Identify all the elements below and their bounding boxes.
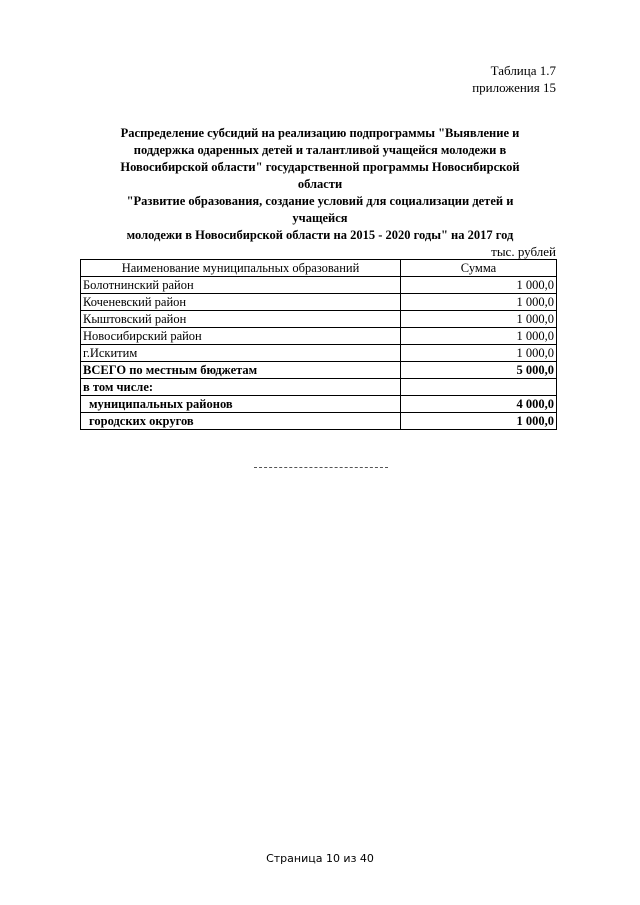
table-row	[81, 345, 557, 362]
appendix-number: приложения 15	[472, 80, 556, 95]
units-label: тыс. рублей	[491, 244, 556, 259]
municipal-districts-label: муниципальных районов	[81, 396, 401, 413]
column-header-sum: Сумма	[401, 260, 557, 277]
total-label: ВСЕГО по местным бюджетам	[81, 362, 401, 379]
title-line: "Развитие образования, создание условий для социализации детей и учащейся	[126, 194, 514, 225]
total-row	[81, 362, 557, 379]
table-header-row	[81, 260, 557, 277]
subsidy-amount: 1 000,0	[401, 345, 557, 362]
title-line: молодежи в Новосибирской области на 2015 - 2020 годы" на 2017 год	[126, 228, 514, 242]
subsidy-table	[80, 259, 557, 430]
municipality-name: Новосибирский район	[81, 328, 401, 345]
municipal-districts-row	[81, 396, 557, 413]
page-footer: Страница 10 из 40	[266, 852, 374, 865]
table-row	[81, 328, 557, 345]
including-label: в том числе:	[81, 379, 401, 396]
title-line: Новосибирской области" государственной программы Новосибирской области	[120, 160, 520, 191]
municipality-name: Болотнинский район	[81, 277, 401, 294]
municipality-name: г.Искитим	[81, 345, 401, 362]
including-row	[81, 379, 557, 396]
total-amount: 5 000,0	[401, 362, 557, 379]
table-row	[81, 311, 557, 328]
subsidy-amount: 1 000,0	[401, 294, 557, 311]
subsidy-amount: 1 000,0	[401, 311, 557, 328]
title-line: поддержка одаренных детей и талантливой учащейся молодежи в	[133, 143, 507, 157]
table-row	[81, 294, 557, 311]
urban-districts-label: городских округов	[81, 413, 401, 430]
municipality-name: Кыштовский район	[81, 311, 401, 328]
column-header-name: Наименование муниципальных образований	[81, 260, 401, 277]
document-title	[100, 125, 540, 244]
urban-districts-amount: 1 000,0	[401, 413, 557, 430]
table-reference	[472, 62, 556, 96]
including-amount	[401, 379, 557, 396]
title-line: Распределение субсидий на реализацию подпрограммы "Выявление и	[120, 126, 520, 140]
table-row	[81, 277, 557, 294]
urban-districts-row	[81, 413, 557, 430]
municipal-districts-amount: 4 000,0	[401, 396, 557, 413]
subsidy-amount: 1 000,0	[401, 328, 557, 345]
end-separator	[254, 467, 388, 468]
municipality-name: Коченевский район	[81, 294, 401, 311]
subsidy-amount: 1 000,0	[401, 277, 557, 294]
table-number: Таблица 1.7	[490, 63, 556, 78]
